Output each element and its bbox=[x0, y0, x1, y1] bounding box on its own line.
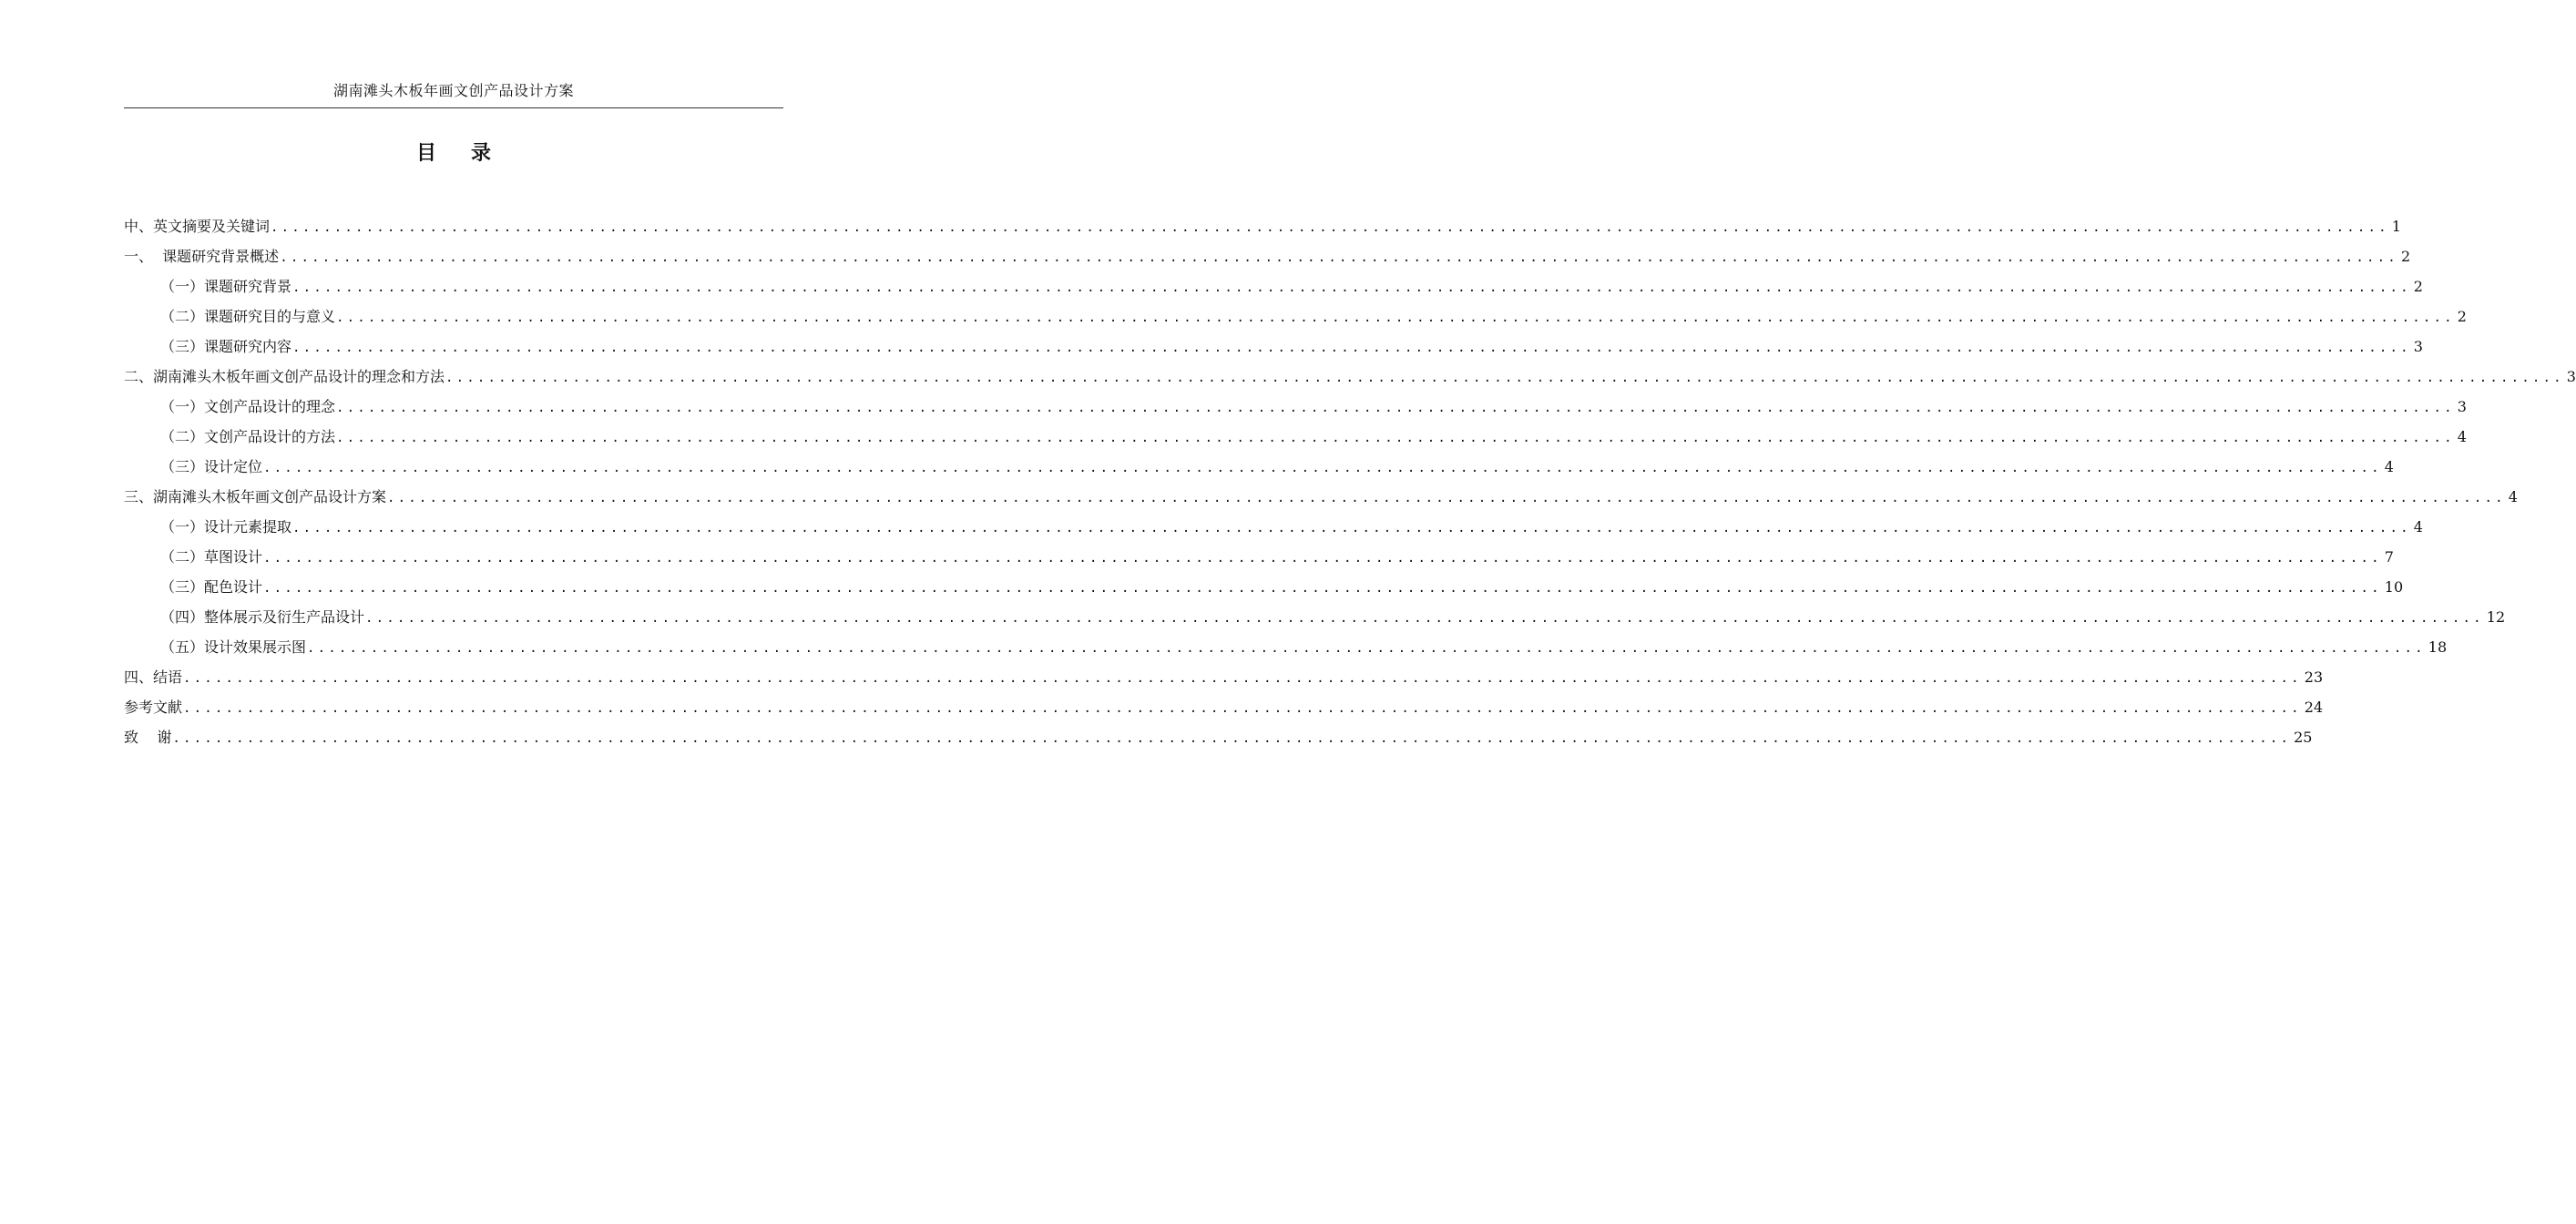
toc-dot-leader: ........................................................................................................................................................................................................ bbox=[387, 491, 2506, 505]
toc-entry-label: 四、结语 bbox=[124, 668, 183, 686]
toc-title: 目录 bbox=[415, 141, 526, 165]
toc-entry-page-number: 12 bbox=[2486, 608, 2506, 626]
toc-entry-page-number: 2 bbox=[2457, 308, 2467, 325]
toc-entry[interactable] bbox=[124, 512, 2423, 542]
toc-dot-leader: ........................................................................................................................................................................................................ bbox=[183, 671, 2302, 686]
toc-entry-label: （一）文创产品设计的理念 bbox=[160, 398, 336, 415]
toc-entry-page-number: 4 bbox=[2413, 518, 2423, 536]
toc-entry[interactable] bbox=[124, 632, 2448, 662]
toc-entry-label: （三）配色设计 bbox=[160, 578, 263, 596]
toc-entry-page-number: 3 bbox=[2457, 398, 2467, 415]
toc-entry-page-number: 4 bbox=[2384, 458, 2394, 475]
toc-entry[interactable] bbox=[124, 362, 2576, 392]
toc-entry-label: （四）整体展示及衍生产品设计 bbox=[160, 608, 365, 626]
toc-entry-page-number: 2 bbox=[2400, 248, 2411, 265]
toc-entry-page-number: 24 bbox=[2304, 699, 2324, 716]
toc-dot-leader: ........................................................................................................................................................................................................ bbox=[280, 250, 2398, 265]
toc-dot-leader: ........................................................................................................................................................................................................ bbox=[271, 220, 2389, 235]
toc-entry[interactable] bbox=[124, 602, 2506, 632]
toc-entry[interactable] bbox=[124, 722, 2313, 752]
toc-dot-leader: ........................................................................................................................................................................................................ bbox=[365, 611, 2484, 626]
toc-entry[interactable] bbox=[124, 662, 2324, 692]
toc-entry[interactable] bbox=[124, 392, 2467, 422]
toc-dot-leader: ........................................................................................................................................................................................................ bbox=[292, 280, 2411, 295]
toc-dot-leader: ........................................................................................................................................................................................................ bbox=[336, 401, 2455, 415]
toc-entry-label: 三、湖南滩头木板年画文创产品设计方案 bbox=[124, 488, 387, 505]
toc-entry[interactable] bbox=[124, 271, 2423, 301]
toc-entry[interactable] bbox=[124, 301, 2467, 332]
toc-entry[interactable] bbox=[124, 422, 2467, 452]
toc-entry-label: 二、湖南滩头木板年画文创产品设计的理念和方法 bbox=[124, 368, 445, 385]
toc-entry-page-number: 23 bbox=[2304, 668, 2324, 686]
toc-entry[interactable] bbox=[124, 452, 2394, 482]
toc-entry-page-number: 25 bbox=[2294, 729, 2313, 746]
toc-dot-leader: ........................................................................................................................................................................................................ bbox=[183, 701, 2302, 716]
toc-entry-label: （二）课题研究目的与意义 bbox=[160, 308, 336, 325]
toc-entry-page-number: 7 bbox=[2384, 548, 2394, 566]
toc-entry[interactable] bbox=[124, 542, 2394, 572]
toc-entry-label: （五）设计效果展示图 bbox=[160, 638, 307, 656]
toc-dot-leader: ........................................................................................................................................................................................................ bbox=[263, 461, 2382, 475]
toc-dot-leader: ........................................................................................................................................................................................................ bbox=[445, 371, 2564, 385]
toc-entry-label: 一、 课题研究背景概述 bbox=[124, 248, 280, 265]
toc-entry-label: （一）课题研究背景 bbox=[160, 278, 292, 295]
toc-entry-label: （三）课题研究内容 bbox=[160, 338, 292, 355]
toc-dot-leader: ........................................................................................................................................................................................................ bbox=[172, 731, 2292, 746]
toc-dot-leader: ........................................................................................................................................................................................................ bbox=[336, 311, 2455, 325]
toc-entry-page-number: 18 bbox=[2428, 638, 2448, 656]
toc-entry-page-number: 2 bbox=[2413, 278, 2423, 295]
toc-entry[interactable] bbox=[124, 572, 2404, 602]
toc-entry[interactable] bbox=[124, 332, 2423, 362]
header-divider bbox=[124, 107, 783, 108]
toc-entry-label: 中、英文摘要及关键词 bbox=[124, 218, 271, 235]
toc-entry[interactable] bbox=[124, 692, 2324, 722]
running-header: 湖南滩头木板年画文创产品设计方案 bbox=[332, 82, 574, 99]
toc-entry-label: （一）设计元素提取 bbox=[160, 518, 292, 536]
toc-entry-label: （二）草图设计 bbox=[160, 548, 263, 566]
toc-entry-page-number: 1 bbox=[2391, 218, 2401, 235]
toc-dot-leader: ........................................................................................................................................................................................................ bbox=[336, 431, 2455, 445]
toc-entry-page-number: 4 bbox=[2508, 488, 2518, 505]
toc-entry[interactable] bbox=[124, 211, 2401, 241]
toc-entry-label: （二）文创产品设计的方法 bbox=[160, 428, 336, 445]
toc-entry-page-number: 3 bbox=[2413, 338, 2423, 355]
toc-entry-page-number: 4 bbox=[2457, 428, 2467, 445]
toc-entry[interactable] bbox=[124, 482, 2518, 512]
toc-dot-leader: ........................................................................................................................................................................................................ bbox=[292, 521, 2411, 536]
toc-dot-leader: ........................................................................................................................................................................................................ bbox=[292, 341, 2411, 355]
table-of-contents bbox=[124, 211, 2576, 752]
toc-entry-page-number: 3 bbox=[2566, 368, 2576, 385]
toc-entry-label: 参考文献 bbox=[124, 699, 183, 716]
toc-entry[interactable] bbox=[124, 241, 2411, 271]
toc-entry-label: （三）设计定位 bbox=[160, 458, 263, 475]
toc-entry-label: 致 谢 bbox=[124, 729, 172, 746]
toc-dot-leader: ........................................................................................................................................................................................................ bbox=[307, 641, 2426, 656]
toc-dot-leader: ........................................................................................................................................................................................................ bbox=[263, 551, 2382, 566]
toc-dot-leader: ........................................................................................................................................................................................................ bbox=[263, 581, 2382, 596]
toc-entry-page-number: 10 bbox=[2384, 578, 2404, 596]
